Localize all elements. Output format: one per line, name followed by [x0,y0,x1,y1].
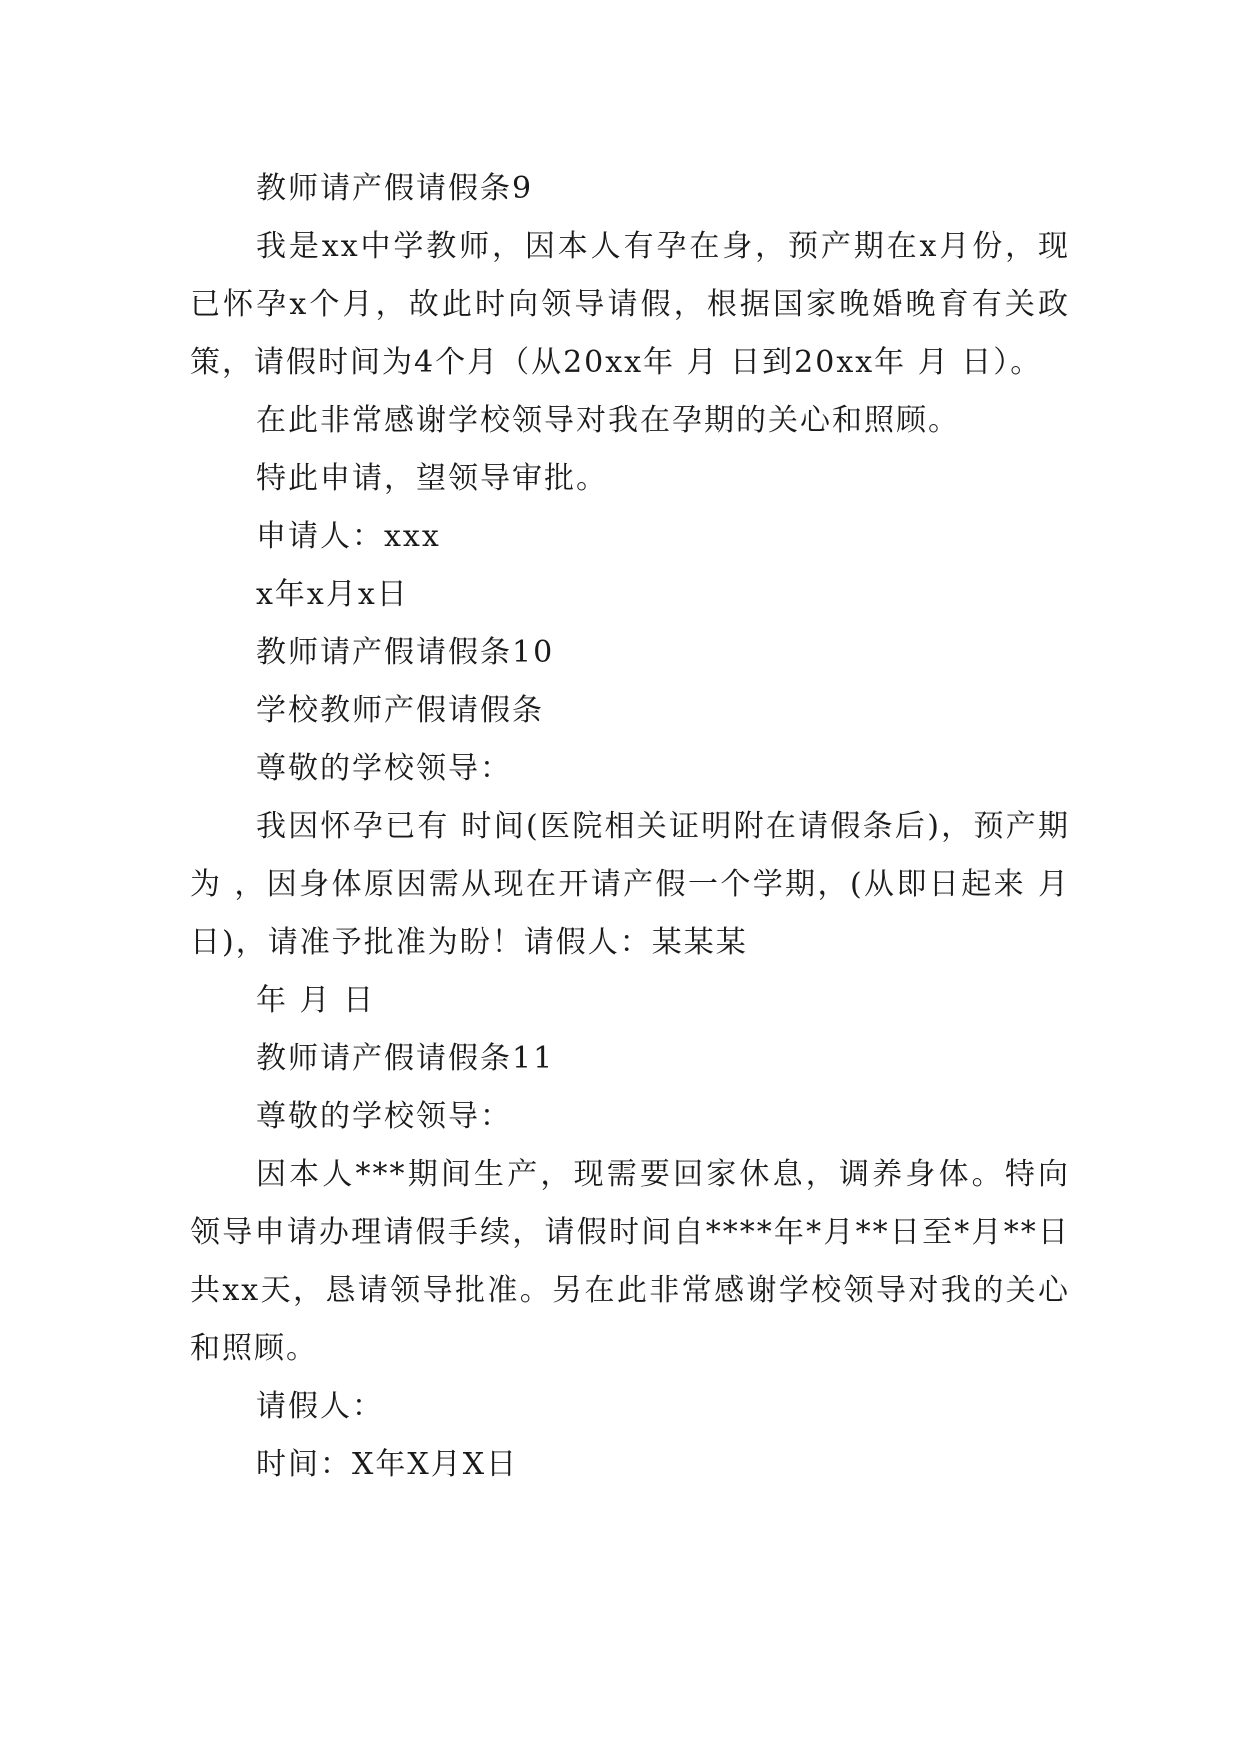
section-heading-11: 教师请产假请假条11 [256,1041,555,1076]
paragraph-thanks-9: 在此非常感谢学校领导对我在孕期的关心和照顾。 [256,403,960,438]
salutation-10: 尊敬的学校领导： [256,751,512,786]
date-line-10: 年 月 日 [256,983,376,1018]
document-body [190,160,1070,1494]
date-line-9: x年x月x日 [256,577,409,612]
paragraph-request-9: 我是xx中学教师，因本人有孕在身，预产期在x月份，现已怀孕x个月，故此时向领导请假，根据国家晚婚晚育有关政策，请假时间为4个月（从20xx年 月 日到20xx年 月 日）。 [190,229,1070,380]
date-line-11: 时间：X年X月X日 [256,1447,519,1482]
salutation-11: 尊敬的学校领导： [256,1099,512,1134]
applicant-line-9: 申请人：xxx [256,519,441,554]
section-heading-9: 教师请产假请假条9 [256,171,534,206]
paragraph-approval-9: 特此申请，望领导审批。 [256,461,608,496]
paragraph-request-11: 因本人***期间生产，现需要回家休息，调养身体。特向领导申请办理请假手续，请假时间自****年*月**日至*月**日共xx天，恳请领导批准。另在此非常感谢学校领导对我的关心和照顾。 [190,1157,1070,1366]
paragraph-request-10: 我因怀孕已有 时间(医院相关证明附在请假条后)，预产期为 ，因身体原因需从现在开请产假一个学期，(从即日起来 月 日)，请准予批准为盼！请假人：某某某 [190,809,1070,960]
applicant-line-11: 请假人： [256,1389,384,1424]
subtitle-10: 学校教师产假请假条 [256,693,544,728]
section-heading-10: 教师请产假请假条10 [256,635,555,670]
